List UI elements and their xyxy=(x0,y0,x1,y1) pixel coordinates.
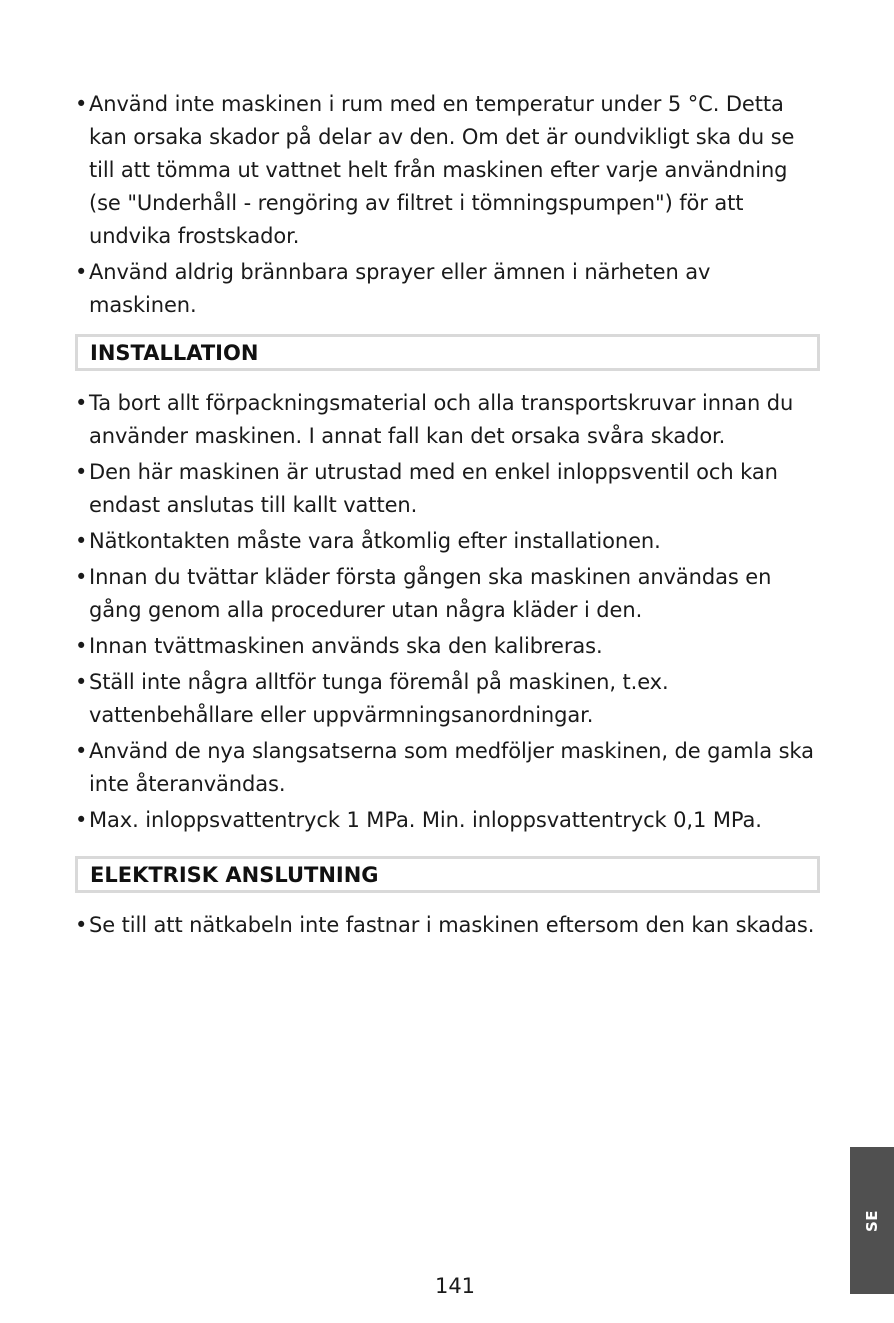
bullet-icon: • xyxy=(75,391,88,415)
list-item xyxy=(75,666,820,732)
bullet-icon: • xyxy=(75,670,88,694)
list-item xyxy=(75,456,820,522)
intro-bullet-list xyxy=(75,88,820,322)
language-tab-label: SE xyxy=(863,1209,881,1232)
page-number: 141 xyxy=(434,1274,476,1298)
list-item-text: Den här maskinen är utrustad med en enkel inloppsventil och kan endast anslutas till kallt vatten. xyxy=(89,460,778,517)
bullet-icon: • xyxy=(75,565,88,589)
list-item xyxy=(75,387,820,453)
language-tab xyxy=(850,1147,894,1294)
list-item xyxy=(75,804,820,837)
list-item-text: Använd aldrig brännbara sprayer eller ämnen i närheten av maskinen. xyxy=(89,260,711,317)
list-item-text: Innan du tvättar kläder första gången ska maskinen användas en gång genom alla procedurer utan några kläder i den. xyxy=(89,565,772,622)
bullet-icon: • xyxy=(75,260,88,284)
list-item xyxy=(75,256,820,322)
list-item xyxy=(75,630,820,663)
installation-bullet-list xyxy=(75,387,820,837)
list-item-text: Se till att nätkabeln inte fastnar i maskinen eftersom den kan skadas. xyxy=(89,913,815,937)
page-content xyxy=(75,88,820,945)
list-item-text: Ta bort allt förpackningsmaterial och alla transportskruvar innan du använder maskinen. I annat fall kan det orsaka svåra skador. xyxy=(89,391,794,448)
bullet-icon: • xyxy=(75,634,88,658)
list-item xyxy=(75,525,820,558)
intro-section xyxy=(75,88,820,322)
bullet-icon: • xyxy=(75,529,88,553)
list-item-text: Innan tvättmaskinen används ska den kalibreras. xyxy=(89,634,603,658)
electrical-bullet-list xyxy=(75,909,820,942)
list-item-text: Ställ inte några alltför tunga föremål på maskinen, t.ex. vattenbehållare eller uppvärmningsanordningar. xyxy=(89,670,669,727)
list-item-text: Använd inte maskinen i rum med en temperatur under 5 °C. Detta kan orsaka skador på delar av den. Om det är oundvikligt ska du se till att tömma ut vattnet helt från maskinen efter varje användning (se "Underhåll - rengöring av filtret i tömningspumpen") för att undvika frostskador. xyxy=(89,92,795,248)
section-heading-elektrisk-anslutning: ELEKTRISK ANSLUTNING xyxy=(75,856,820,893)
bullet-icon: • xyxy=(75,913,88,937)
bullet-icon: • xyxy=(75,739,88,763)
list-item-text: Max. inloppsvattentryck 1 MPa. Min. inloppsvattentryck 0,1 MPa. xyxy=(89,808,762,832)
list-item xyxy=(75,735,820,801)
bullet-icon: • xyxy=(75,92,88,116)
list-item xyxy=(75,88,820,253)
bullet-icon: • xyxy=(75,460,88,484)
list-item xyxy=(75,909,820,942)
list-item xyxy=(75,561,820,627)
list-item-text: Nätkontakten måste vara åtkomlig efter installationen. xyxy=(89,529,661,553)
section-heading-installation: INSTALLATION xyxy=(75,334,820,371)
list-item-text: Använd de nya slangsatserna som medföljer maskinen, de gamla ska inte återanvändas. xyxy=(89,739,814,796)
bullet-icon: • xyxy=(75,808,88,832)
